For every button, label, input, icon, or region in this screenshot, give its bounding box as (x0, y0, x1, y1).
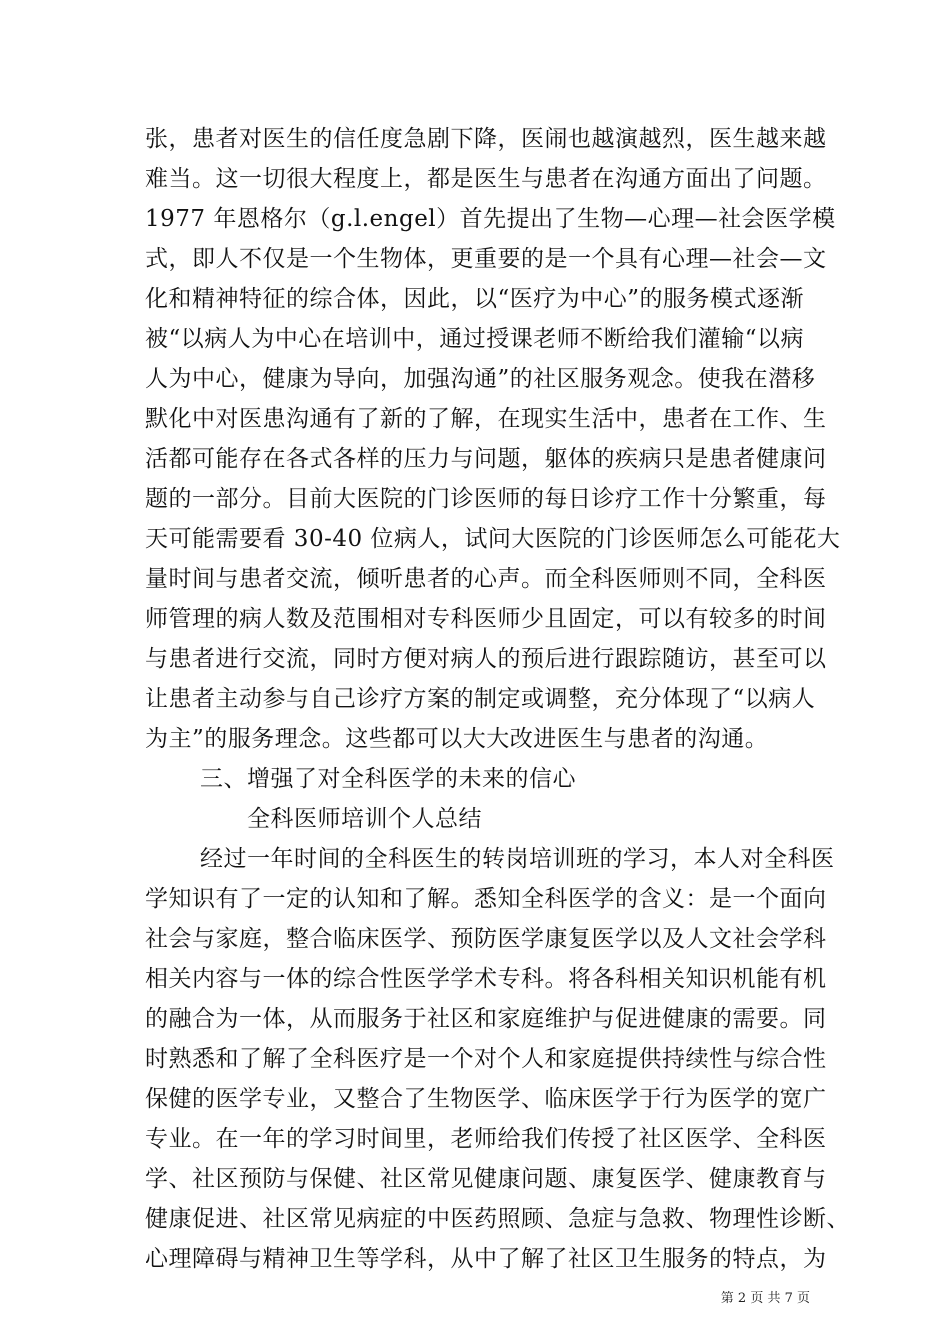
body-text-line: 为主”的服务理念。这些都可以大大改进医生与患者的沟通。 (145, 726, 769, 752)
body-text-line: 默化中对医患沟通有了新的了解，在现实生活中，患者在工作、生 (145, 406, 827, 432)
body-text-line: 经过一年时间的全科医生的转岗培训班的学习，本人对全科医 (200, 846, 835, 872)
body-text-line: 师管理的病人数及范围相对专科医师少且固定，可以有较多的时间 (145, 606, 827, 632)
body-text-line: 相关内容与一体的综合性医学学术专科。将各科相关知识机能有机 (145, 966, 827, 992)
body-text-line: 活都可能存在各式各样的压力与问题，躯体的疾病只是患者健康问 (145, 446, 827, 472)
body-text-line: 难当。这一切很大程度上，都是医生与患者在沟通方面出了问题。 (145, 166, 827, 192)
body-text-line: 学知识有了一定的认知和了解。悉知全科医学的含义：是一个面向 (145, 886, 827, 912)
document-title: 全科医师培训个人总结 (247, 806, 482, 832)
body-text-line: 保健的医学专业，又整合了生物医学、临床医学于行为医学的宽广 (145, 1086, 827, 1112)
body-text-line: 量时间与患者交流，倾听患者的心声。而全科医师则不同，全科医 (145, 566, 827, 592)
body-text-line: 健康促进、社区常见病症的中医药照顾、急症与急救、物理性诊断、 (145, 1206, 850, 1232)
body-text-line: 时熟悉和了解了全科医疗是一个对个人和家庭提供持续性与综合性 (145, 1046, 827, 1072)
body-text-line: 天可能需要看 30-40 位病人，试问大医院的门诊医师怎么可能花大 (145, 526, 841, 552)
body-text-line: 心理障碍与精神卫生等学科，从中了解了社区卫生服务的特点，为 (145, 1246, 827, 1272)
body-text-line: 式，即人不仅是一个生物体，更重要的是一个具有心理—社会—文 (145, 246, 827, 272)
body-text-line: 化和精神特征的综合体，因此，以“医疗为中心”的服务模式逐渐 (145, 286, 805, 312)
body-text-line: 题的一部分。目前大医院的门诊医师的每日诊疗工作十分繁重，每 (145, 486, 827, 512)
body-text-line: 1977 年恩格尔（g.l.engel）首先提出了生物—心理—社会医学模 (145, 206, 836, 232)
body-text-line: 专业。在一年的学习时间里，老师给我们传授了社区医学、全科医 (145, 1126, 827, 1152)
body-text-line: 张，患者对医生的信任度急剧下降，医闹也越演越烈，医生越来越 (145, 126, 827, 152)
body-text-line: 被“以病人为中心在培训中，通过授课老师不断给我们灌输“以病 (145, 326, 805, 352)
body-text-line: 人为中心，健康为导向，加强沟通”的社区服务观念。使我在潜移 (145, 366, 816, 392)
body-text-line: 社会与家庭，整合临床医学、预防医学康复医学以及人文社会学科 (145, 926, 827, 952)
section-heading: 三、增强了对全科医学的未来的信心 (200, 766, 576, 792)
page-number-footer: 第 2 页 共 7 页 (720, 1291, 810, 1306)
body-text-line: 的融合为一体，从而服务于社区和家庭维护与促进健康的需要。同 (145, 1006, 827, 1032)
body-text-line: 与患者进行交流，同时方便对病人的预后进行跟踪随访，甚至可以 (145, 646, 827, 672)
body-text-line: 让患者主动参与自己诊疗方案的制定或调整，充分体现了“以病人 (145, 686, 816, 712)
body-text-line: 学、社区预防与保健、社区常见健康问题、康复医学、健康教育与 (145, 1166, 827, 1192)
